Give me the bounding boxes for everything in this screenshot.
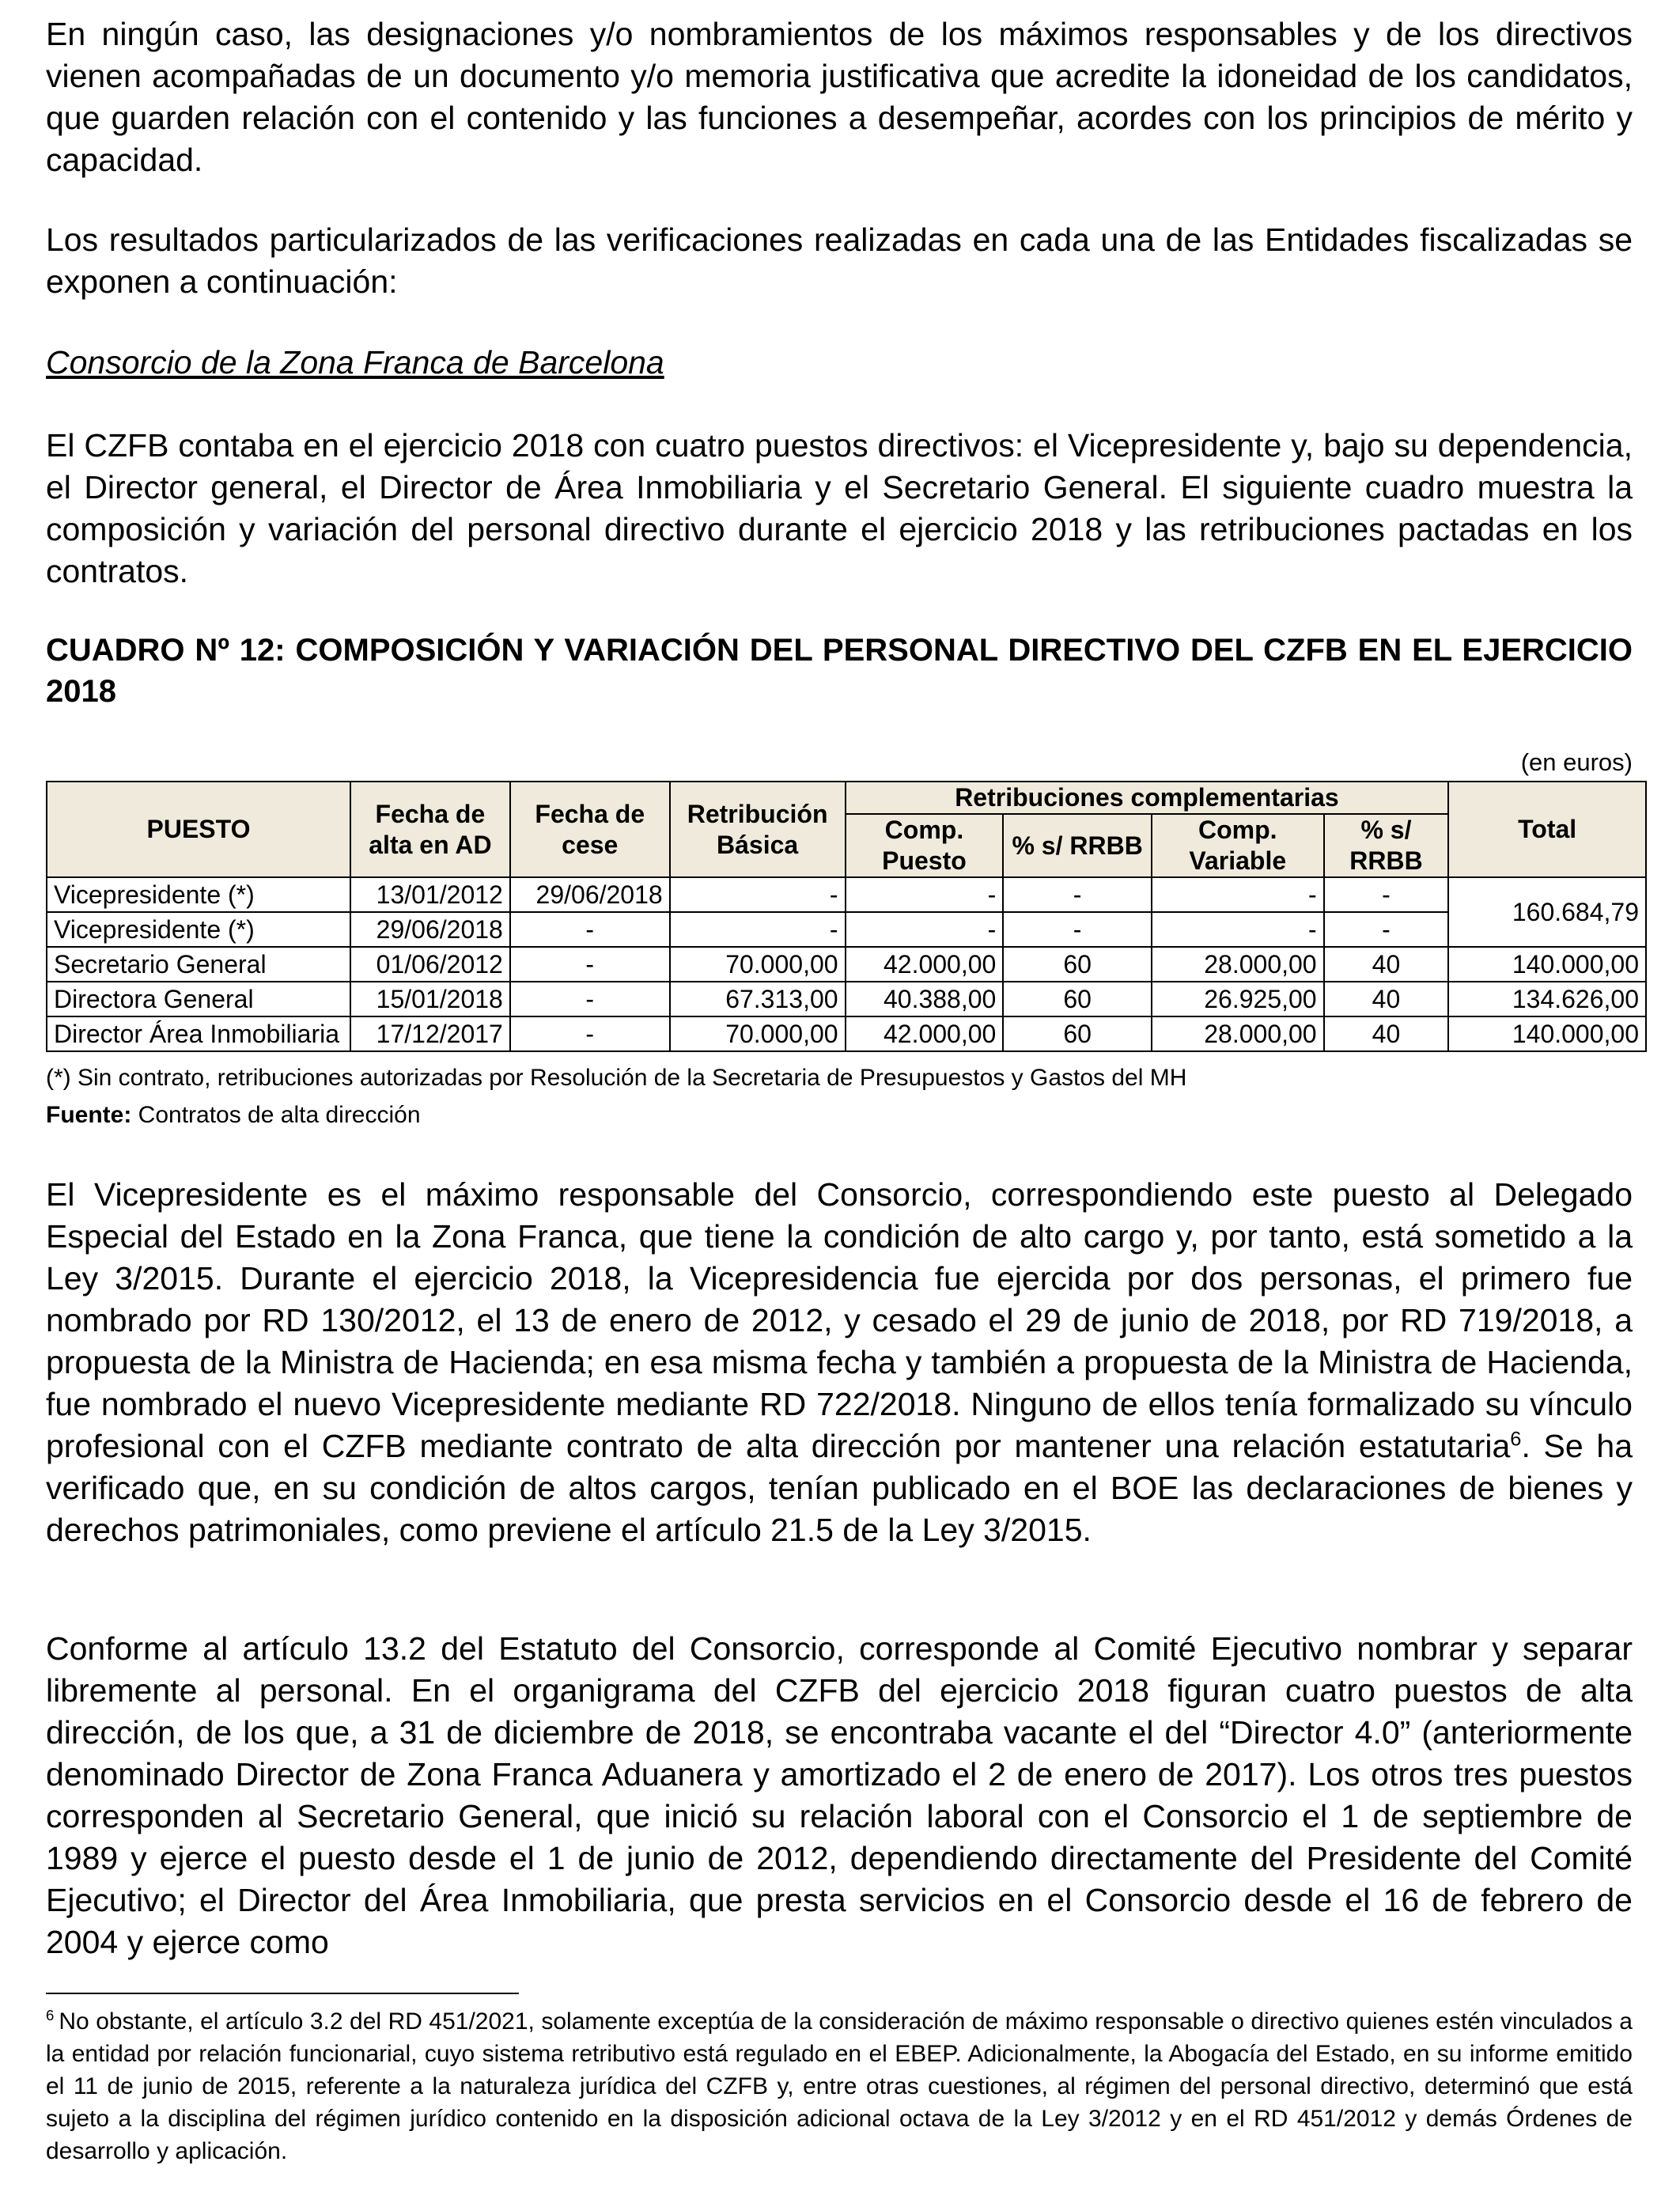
header-total: Total [1448, 782, 1646, 877]
cell-puesto: Secretario General [47, 947, 350, 982]
paragraph-czfb-puestos: El CZFB contaba en el ejercicio 2018 con cuatro puestos directivos: el Vicepresidente y, bajo su dependencia, el Director general, el Director de Área Inmobiliaria y el Secretario General. El siguiente cuadro muestra la composición y variación del personal directivo durante el ejercicio 2018 y las retribuciones pactadas en los contratos. [46, 427, 1633, 589]
cell-fecha-cese: - [510, 947, 670, 982]
table-title: CUADRO Nº 12: COMPOSICIÓN Y VARIACIÓN DEL PERSONAL DIRECTIVO DEL CZFB EN EL EJERCICIO 2018 [46, 633, 1633, 709]
cell-comp-puesto: 42.000,00 [846, 947, 1004, 982]
cell-retribucion-basica: - [670, 877, 846, 912]
header-comp-puesto: Comp. Puesto [846, 814, 1004, 877]
source-text: Contratos de alta dirección [131, 1102, 421, 1128]
paragraph-vicepresidente [46, 1174, 1633, 1551]
cell-pct-rrbb-2: 40 [1324, 947, 1449, 982]
cell-puesto: Director Área Inmobiliaria [47, 1016, 350, 1051]
footnote-mark: 6 [46, 2007, 55, 2023]
source-label: Fuente: [46, 1102, 132, 1128]
cell-fecha-alta: 15/01/2018 [350, 982, 510, 1016]
cell-comp-puesto: 40.388,00 [846, 982, 1004, 1016]
paragraph-vicepresidente-text-2: . Se ha verificado que, en su condición de altos cargos, tenían publicado en el BOE las declaraciones de bienes y derechos patrimoniales, como previene el artículo 21.5 de la Ley 3/2015. [46, 1428, 1633, 1548]
cell-comp-puesto: 42.000,00 [846, 1016, 1004, 1051]
footnote-reference: 6 [1510, 1428, 1522, 1451]
cell-retribucion-basica: 67.313,00 [670, 982, 846, 1016]
header-retribuciones-complementarias: Retribuciones complementarias [846, 782, 1449, 814]
table-row [47, 912, 1646, 947]
cell-fecha-cese: - [510, 1016, 670, 1051]
cell-pct-rrbb-1: - [1003, 877, 1152, 912]
table-row [47, 982, 1646, 1016]
table-units: (en euros) [1520, 748, 1633, 776]
cell-fecha-alta: 29/06/2018 [350, 912, 510, 947]
cell-comp-puesto: - [846, 877, 1004, 912]
paragraph-vicepresidente-text-1: El Vicepresidente es el máximo responsable del Consorcio, correspondiendo este puesto al Delegado Especial del Estado en la Zona Franca, que tiene la condición de alto cargo y, por tanto, está sometido a la Ley 3/2015. Durante el ejercicio 2018, la Vicepresidencia fue ejercida por dos personas, el primero fue nombrado por RD 130/2012, el 13 de enero de 2012, y cesado el 29 de junio de 2018, por RD 719/2018, a propuesta de la Ministra de Hacienda; en esa misma fecha y también a propuesta de la Ministra de Hacienda, fue nombrado el nuevo Vicepresidente mediante RD 722/2018. Ninguno de ellos tenía formalizado su vínculo profesional con el CZFB mediante contrato de alta dirección por mantener una relación estatutaria [46, 1176, 1633, 1464]
footnote-text: No obstante, el artículo 3.2 del RD 451/2021, solamente exceptúa de la consideración de máximo responsable o directivo quienes estén vinculados a la entidad por relación funcionarial, cuyo sistema retributivo está regulado en el EBEP. Adicionalmente, la Abogacía del Estado, en su informe emitido el 11 de junio de 2015, referente a la naturaleza jurídica del CZFB y, entre otras cuestiones, al régimen del personal directivo, determinó que está sujeto a la disciplina del régimen jurídico contenido en la disposición adicional octava de la Ley 3/2012 y en el RD 451/2012 y demás Órdenes de desarrollo y aplicación. [46, 2008, 1633, 2164]
cell-pct-rrbb-2: - [1324, 877, 1449, 912]
directivos-table [46, 781, 1647, 1052]
table-row [47, 947, 1646, 982]
table-row [47, 1016, 1646, 1051]
cell-comp-variable: 28.000,00 [1152, 1016, 1324, 1051]
header-pct-rrbb-1: % s/ RRBB [1003, 814, 1152, 877]
cell-pct-rrbb-1: 60 [1003, 1016, 1152, 1051]
table-note: (*) Sin contrato, retribuciones autorizadas por Resolución de la Secretaria de Presupuestos y Gastos del MH [46, 1065, 1187, 1091]
cell-retribucion-basica: - [670, 912, 846, 947]
cell-pct-rrbb-1: 60 [1003, 982, 1152, 1016]
header-comp-variable: Comp. Variable [1152, 814, 1324, 877]
cell-retribucion-basica: 70.000,00 [670, 947, 846, 982]
paragraph-resultados: Los resultados particularizados de las verificaciones realizadas en cada una de las Entidades fiscalizadas se exponen a continuación: [46, 221, 1633, 300]
cell-retribucion-basica: 70.000,00 [670, 1016, 846, 1051]
cell-pct-rrbb-2: 40 [1324, 1016, 1449, 1051]
cell-comp-variable: 26.925,00 [1152, 982, 1324, 1016]
cell-pct-rrbb-1: - [1003, 912, 1152, 947]
cell-puesto: Directora General [47, 982, 350, 1016]
cell-pct-rrbb-2: 40 [1324, 982, 1449, 1016]
cell-comp-variable: - [1152, 912, 1324, 947]
cell-comp-puesto: - [846, 912, 1004, 947]
footnote-divider [46, 1993, 519, 1994]
cell-comp-variable: 28.000,00 [1152, 947, 1324, 982]
cell-fecha-alta: 17/12/2017 [350, 1016, 510, 1051]
cell-puesto: Vicepresidente (*) [47, 912, 350, 947]
cell-fecha-cese: 29/06/2018 [510, 877, 670, 912]
header-puesto: PUESTO [47, 782, 350, 877]
header-fecha-cese: Fecha de cese [510, 782, 670, 877]
header-pct-rrbb-2: % s/ RRBB [1324, 814, 1449, 877]
cell-puesto: Vicepresidente (*) [47, 877, 350, 912]
header-retribucion-basica: Retribución Básica [670, 782, 846, 877]
cell-fecha-cese: - [510, 982, 670, 1016]
cell-fecha-alta: 01/06/2012 [350, 947, 510, 982]
table-source [46, 1100, 421, 1130]
section-subheading: Consorcio de la Zona Franca de Barcelona [46, 344, 664, 380]
paragraph-designaciones: En ningún caso, las designaciones y/o nombramientos de los máximos responsables y de los directivos vienen acompañadas de un documento y/o memoria justificativa que acredite la idoneidad de los candidatos, que guarden relación con el contenido y las funciones a desempeñar, acordes con los principios de mérito y capacidad. [46, 16, 1633, 178]
cell-pct-rrbb-1: 60 [1003, 947, 1152, 982]
footnote [46, 2005, 1633, 2167]
cell-fecha-cese: - [510, 912, 670, 947]
cell-pct-rrbb-2: - [1324, 912, 1449, 947]
paragraph-comite-ejecutivo: Conforme al artículo 13.2 del Estatuto del Consorcio, corresponde al Comité Ejecutivo nombrar y separar libremente al personal. En el organigrama del CZFB del ejercicio 2018 figuran cuatro puestos de alta dirección, de los que, a 31 de diciembre de 2018, se encontraba vacante el del “Director 4.0” (anteriormente denominado Director de Zona Franca Aduanera y amortizado el 2 de enero de 2017). Los otros tres puestos corresponden al Secretario General, que inició su relación laboral con el Consorcio el 1 de septiembre de 1989 y ejerce el puesto desde el 1 de junio de 2012, dependiendo directamente del Presidente del Comité Ejecutivo; el Director del Área Inmobiliaria, que presta servicios en el Consorcio desde el 16 de febrero de 2004 y ejerce como [46, 1630, 1633, 1960]
cell-total: 134.626,00 [1448, 982, 1646, 1016]
cell-comp-variable: - [1152, 877, 1324, 912]
cell-total: 140.000,00 [1448, 947, 1646, 982]
header-fecha-alta: Fecha de alta en AD [350, 782, 510, 877]
table-row [47, 877, 1646, 912]
cell-total-vicepresidente: 160.684,79 [1448, 877, 1646, 947]
cell-fecha-alta: 13/01/2012 [350, 877, 510, 912]
cell-total: 140.000,00 [1448, 1016, 1646, 1051]
